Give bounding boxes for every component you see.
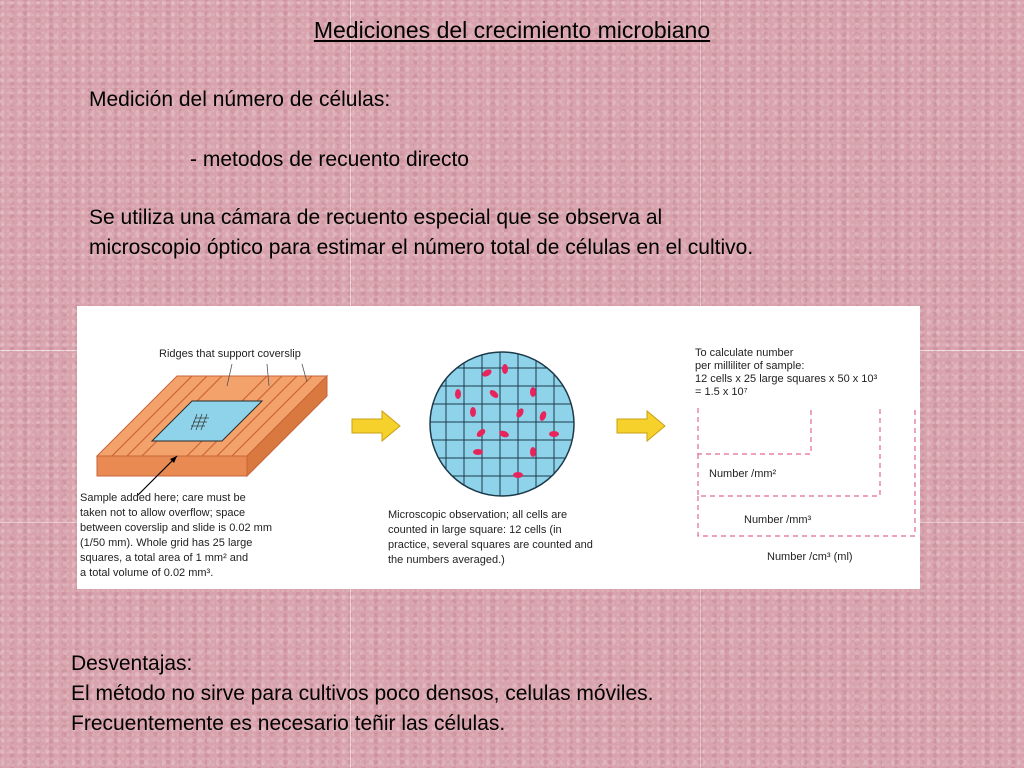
calc-line: per milliliter of sample:: [695, 360, 805, 372]
ridges-label: Ridges that support coverslip: [159, 348, 301, 360]
sample-caption-line: Sample added here; care must be: [80, 492, 246, 504]
counting-chamber-slide: [97, 364, 327, 496]
calc-line: To calculate number: [695, 347, 794, 359]
slide-title: Mediciones del crecimiento microbiano: [313, 17, 711, 43]
micro-caption-line: Microscopic observation; all cells are: [388, 509, 568, 521]
number-per-mm2: Number /mm²: [709, 468, 777, 480]
arrow-right-icon: [617, 411, 665, 441]
sample-caption-line: taken not to allow overflow; space: [80, 507, 246, 519]
sample-caption-line: between coverslip and slide is 0.02 mm: [80, 522, 272, 534]
sample-caption-line: a total volume of 0.02 mm³.: [80, 567, 214, 579]
description-line-2: microscopio óptico para estimar el número total de células en el cultivo.: [89, 236, 754, 259]
microscope-field: [430, 352, 574, 496]
calc-line: = 1.5 x 10⁷: [695, 386, 748, 398]
sample-caption: [80, 492, 272, 579]
arrow-right-icon: [352, 411, 400, 441]
number-per-cm3: Number /cm³ (ml): [767, 551, 853, 563]
micro-caption-line: practice, several squares are counted and: [388, 539, 593, 551]
bullet-direct-count: - metodos de recuento directo: [190, 148, 469, 171]
calculation-block: [695, 347, 878, 398]
disadvantages-line-2: Frecuentemente es necesario teñir las células.: [71, 712, 506, 735]
subtitle: Medición del número de células:: [89, 88, 391, 111]
description-line-1: Se utiliza una cámara de recuento especial que se observa al: [89, 206, 663, 229]
number-per-mm3: Number /mm³: [744, 514, 812, 526]
micro-caption: [388, 509, 593, 566]
sample-caption-line: (1/50 mm). Whole grid has 25 large: [80, 537, 253, 549]
micro-caption-line: the numbers averaged.): [388, 554, 505, 566]
disadvantages-line-1: El método no sirve para cultivos poco densos, celulas móviles.: [71, 682, 654, 705]
counting-chamber-figure: [77, 306, 920, 589]
disadvantages-heading: Desventajas:: [71, 652, 193, 675]
micro-caption-line: counted in large square: 12 cells (in: [388, 524, 562, 536]
calc-line: 12 cells x 25 large squares x 50 x 10³: [695, 373, 878, 385]
sample-caption-line: squares, a total area of 1 mm² and: [80, 552, 249, 564]
